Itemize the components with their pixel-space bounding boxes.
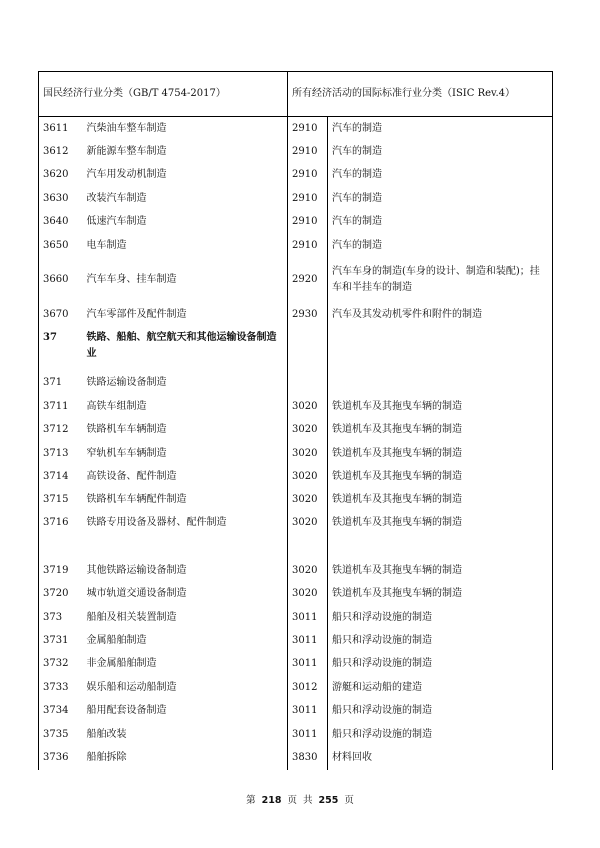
isic-code-cell: 3012 — [288, 676, 328, 699]
isic-code-cell: 3020 — [288, 419, 328, 442]
table-row — [39, 395, 553, 418]
footer-prefix: 第 — [246, 795, 256, 806]
gbt-name-cell: 铁路机车车辆配件制造 — [83, 489, 288, 512]
isic-description-cell: 铁道机车及其拖曳车辆的制造 — [328, 582, 553, 605]
isic-code-cell: 3011 — [288, 699, 328, 722]
isic-code-cell: 2930 — [288, 303, 328, 326]
isic-code-cell: 2910 — [288, 187, 328, 210]
table-row — [39, 117, 553, 141]
gbt-code-cell: 3612 — [39, 140, 83, 163]
gbt-code-cell: 3735 — [39, 723, 83, 746]
table-row — [39, 442, 553, 465]
isic-description-cell: 游艇和运动船的建造 — [328, 676, 553, 699]
isic-description-cell: 汽车的制造 — [328, 211, 553, 234]
gbt-code-cell: 3736 — [39, 746, 83, 769]
table-row — [39, 140, 553, 163]
gbt-code-cell: 373 — [39, 606, 83, 629]
gbt-name-cell: 船舶改装 — [83, 723, 288, 746]
classification-table-wrapper — [38, 71, 552, 770]
table-row — [39, 723, 553, 746]
isic-code-cell: 3020 — [288, 442, 328, 465]
table-row — [39, 372, 553, 395]
gbt-code-cell: 3714 — [39, 465, 83, 488]
gbt-code-cell: 3660 — [39, 257, 83, 303]
table-row — [39, 653, 553, 676]
table-row — [39, 559, 553, 582]
gbt-code-cell: 3630 — [39, 187, 83, 210]
table-row — [39, 211, 553, 234]
gbt-name-cell: 汽车车身、挂车制造 — [83, 257, 288, 303]
isic-description-cell: 铁道机车及其拖曳车辆的制造 — [328, 559, 553, 582]
table-row — [39, 303, 553, 326]
gbt-name-cell: 铁路专用设备及器材、配件制造 — [83, 512, 288, 559]
isic-description-cell: 汽车的制造 — [328, 140, 553, 163]
footer-total-word: 共 — [303, 795, 313, 806]
isic-code-cell: 3011 — [288, 629, 328, 652]
gbt-code-cell: 3712 — [39, 419, 83, 442]
isic-code-cell: 3020 — [288, 559, 328, 582]
isic-description-cell — [328, 372, 553, 395]
isic-code-cell: 3020 — [288, 582, 328, 605]
table-row — [39, 257, 553, 303]
gbt-code-cell: 3716 — [39, 512, 83, 559]
isic-description-cell: 汽车的制造 — [328, 164, 553, 187]
table-row — [39, 512, 553, 559]
gbt-code-cell: 3611 — [39, 117, 83, 141]
gbt-name-cell: 娱乐船和运动船制造 — [83, 676, 288, 699]
isic-code-cell: 3020 — [288, 395, 328, 418]
table-row — [39, 234, 553, 257]
gbt-name-cell: 汽车零部件及配件制造 — [83, 303, 288, 326]
gbt-name-cell: 船舶拆除 — [83, 746, 288, 769]
isic-description-cell: 汽车的制造 — [328, 234, 553, 257]
isic-code-cell: 3011 — [288, 653, 328, 676]
gbt-code-cell: 3640 — [39, 211, 83, 234]
gbt-name-cell: 非金属船舶制造 — [83, 653, 288, 676]
isic-description-cell: 铁道机车及其拖曳车辆的制造 — [328, 512, 553, 559]
isic-code-cell: 3011 — [288, 606, 328, 629]
isic-code-cell: 2910 — [288, 140, 328, 163]
gbt-name-cell: 金属船舶制造 — [83, 629, 288, 652]
isic-description-cell: 铁道机车及其拖曳车辆的制造 — [328, 489, 553, 512]
isic-description-cell: 船只和浮动设施的制造 — [328, 723, 553, 746]
classification-table — [38, 71, 553, 770]
gbt-name-cell: 汽车用发动机制造 — [83, 164, 288, 187]
gbt-name-cell: 新能源车整车制造 — [83, 140, 288, 163]
isic-description-cell: 铁道机车及其拖曳车辆的制造 — [328, 395, 553, 418]
footer-total-pages: 255 — [318, 795, 339, 806]
table-row — [39, 699, 553, 722]
gbt-code-cell: 3715 — [39, 489, 83, 512]
footer-page-number: 218 — [261, 795, 282, 806]
header-isic-classification: 所有经济活动的国际标准行业分类（ISIC Rev.4） — [288, 72, 553, 117]
gbt-name-cell: 高铁设备、配件制造 — [83, 465, 288, 488]
gbt-code-cell: 3620 — [39, 164, 83, 187]
isic-description-cell: 铁道机车及其拖曳车辆的制造 — [328, 465, 553, 488]
isic-description-cell: 铁道机车及其拖曳车辆的制造 — [328, 442, 553, 465]
gbt-name-cell: 城市轨道交通设备制造 — [83, 582, 288, 605]
footer-suffix: 页 — [344, 795, 354, 806]
gbt-name-cell: 船用配套设备制造 — [83, 699, 288, 722]
isic-description-cell: 铁道机车及其拖曳车辆的制造 — [328, 419, 553, 442]
table-row — [39, 582, 553, 605]
gbt-code-cell: 3731 — [39, 629, 83, 652]
isic-description-cell — [328, 327, 553, 372]
table-header-row — [39, 72, 553, 117]
isic-description-cell: 材料回收 — [328, 746, 553, 769]
gbt-code-cell: 3719 — [39, 559, 83, 582]
gbt-name-cell: 船舶及相关装置制造 — [83, 606, 288, 629]
isic-description-cell: 船只和浮动设施的制造 — [328, 629, 553, 652]
isic-code-cell: 3830 — [288, 746, 328, 769]
isic-code-cell: 2910 — [288, 234, 328, 257]
gbt-name-cell: 其他铁路运输设备制造 — [83, 559, 288, 582]
isic-code-cell: 3020 — [288, 512, 328, 559]
gbt-name-cell: 窄轨机车车辆制造 — [83, 442, 288, 465]
isic-code-cell: 2910 — [288, 211, 328, 234]
footer-page-word: 页 — [287, 795, 297, 806]
header-gbt-classification: 国民经济行业分类（GB/T 4754-2017） — [39, 72, 288, 117]
table-row — [39, 327, 553, 372]
isic-code-cell: 3011 — [288, 723, 328, 746]
isic-code-cell: 2910 — [288, 117, 328, 141]
page-footer — [0, 792, 600, 806]
table-row — [39, 606, 553, 629]
gbt-code-cell: 3733 — [39, 676, 83, 699]
table-row — [39, 465, 553, 488]
isic-code-cell: 2920 — [288, 257, 328, 303]
table-row — [39, 676, 553, 699]
gbt-code-cell: 3732 — [39, 653, 83, 676]
isic-code-cell: 3020 — [288, 489, 328, 512]
isic-code-cell: 3020 — [288, 465, 328, 488]
gbt-code-cell: 37 — [39, 327, 83, 372]
isic-description-cell: 汽车的制造 — [328, 187, 553, 210]
table-row — [39, 629, 553, 652]
gbt-name-cell: 高铁车组制造 — [83, 395, 288, 418]
gbt-name-cell: 汽柴油车整车制造 — [83, 117, 288, 141]
table-row — [39, 164, 553, 187]
gbt-code-cell: 3650 — [39, 234, 83, 257]
gbt-code-cell: 371 — [39, 372, 83, 395]
gbt-code-cell: 3720 — [39, 582, 83, 605]
isic-description-cell: 汽车车身的制造(车身的设计、制造和装配)；挂车和半挂车的制造 — [328, 257, 553, 303]
gbt-name-cell: 铁路、船舶、航空航天和其他运输设备制造业 — [83, 327, 288, 372]
gbt-name-cell: 电车制造 — [83, 234, 288, 257]
table-row — [39, 187, 553, 210]
gbt-name-cell: 铁路运输设备制造 — [83, 372, 288, 395]
gbt-name-cell: 改装汽车制造 — [83, 187, 288, 210]
gbt-code-cell: 3734 — [39, 699, 83, 722]
gbt-code-cell: 3670 — [39, 303, 83, 326]
isic-description-cell: 汽车的制造 — [328, 117, 553, 141]
gbt-code-cell: 3711 — [39, 395, 83, 418]
table-row — [39, 419, 553, 442]
gbt-name-cell: 低速汽车制造 — [83, 211, 288, 234]
isic-code-cell — [288, 372, 328, 395]
gbt-name-cell: 铁路机车车辆制造 — [83, 419, 288, 442]
table-row — [39, 489, 553, 512]
isic-description-cell: 船只和浮动设施的制造 — [328, 606, 553, 629]
isic-description-cell: 汽车及其发动机零件和附件的制造 — [328, 303, 553, 326]
isic-description-cell: 船只和浮动设施的制造 — [328, 699, 553, 722]
isic-code-cell: 2910 — [288, 164, 328, 187]
table-row — [39, 746, 553, 769]
isic-description-cell: 船只和浮动设施的制造 — [328, 653, 553, 676]
isic-code-cell — [288, 327, 328, 372]
gbt-code-cell: 3713 — [39, 442, 83, 465]
